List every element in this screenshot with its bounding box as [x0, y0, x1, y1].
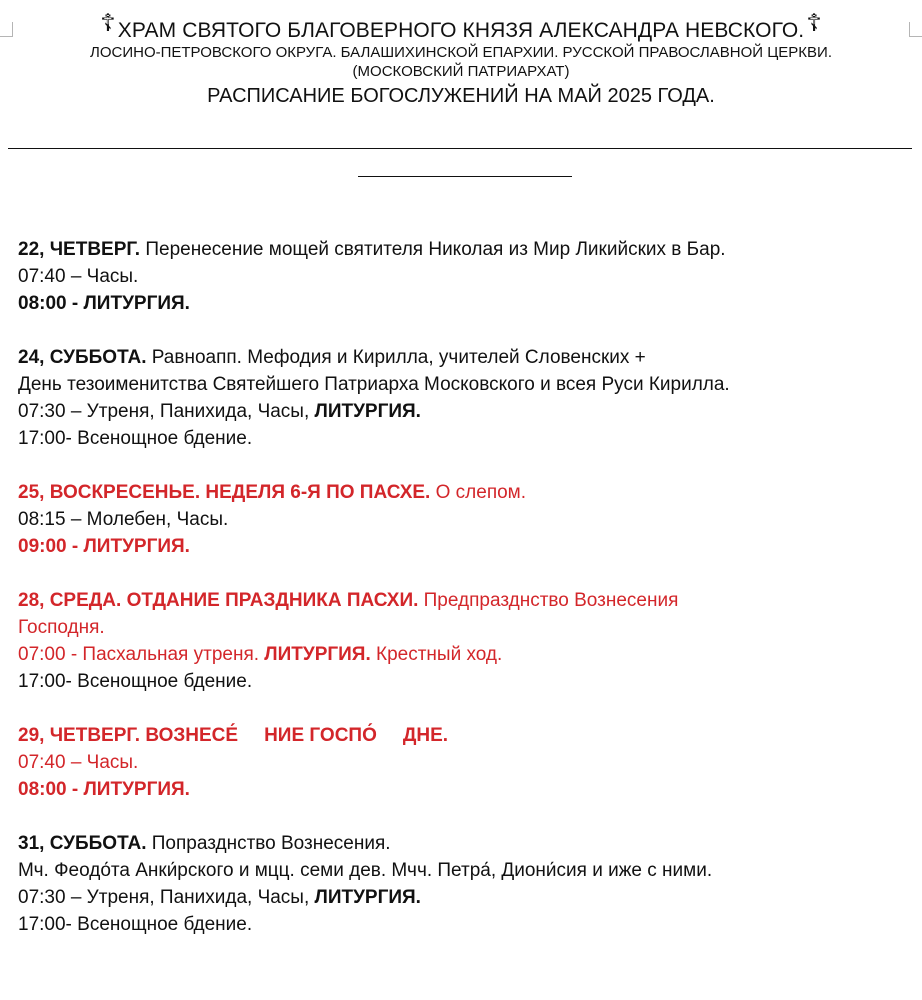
schedule-entry-31: [18, 830, 918, 938]
service-time: 07:40 – Часы.: [18, 752, 139, 773]
orthodox-cross-icon: ☦: [806, 10, 822, 37]
vigil-time: 17:00- Всенощное бдение.: [18, 914, 253, 935]
liturgy-label: ЛИТУРГИЯ.: [264, 644, 371, 665]
service-time: 08:15 – Молебен, Часы.: [18, 509, 229, 530]
header-divider-long: [8, 148, 912, 149]
schedule-title: РАСПИСАНИЕ БОГОСЛУЖЕНИЙ НА МАЙ 2025 ГОДА.: [207, 85, 715, 107]
entry-date: 31, СУББОТА.: [18, 833, 147, 854]
entry-feast: Перенесение мощей святителя Николая из Мир Ликийских в Бар.: [140, 239, 726, 260]
church-title: ХРАМ СВЯТОГО БЛАГОВЕРНОГО КНЯЗЯ АЛЕКСАНДРА НЕВСКОГО.: [117, 19, 805, 42]
entry-feast-continued: День тезоименитства Святейшего Патриарха Московского и всея Руси Кирилла.: [18, 374, 730, 395]
entry-feast: Равноапп. Мефодия и Кирилла, учителей Словенских +: [146, 347, 646, 368]
entry-heading-line: [18, 344, 918, 371]
entry-feast-part: НИЕ ГОСПО́: [264, 725, 377, 746]
entry-feast: О слепом.: [430, 482, 527, 503]
patriarchate-subtitle: (МОСКОВСКИЙ ПАТРИАРХАТ): [352, 63, 570, 80]
entry-date: 25, ВОСКРЕСЕНЬЕ. НЕДЕЛЯ 6-Я ПО ПАСХЕ.: [18, 482, 431, 503]
schedule-entry-24: [18, 344, 918, 452]
entry-date: 28, СРЕДА. ОТДАНИЕ ПРАЗДНИКА ПАСХИ.: [18, 590, 419, 611]
entry-date: 29, ЧЕТВЕРГ. ВОЗНЕСЕ́: [18, 725, 239, 746]
header-divider-short: [358, 176, 572, 177]
schedule-entry-25: [18, 479, 918, 560]
liturgy-label: ЛИТУРГИЯ.: [314, 401, 421, 422]
entry-heading-line: [18, 587, 918, 614]
entry-feast: Попразднство Вознесения.: [146, 833, 391, 854]
entry-feast-continued: Мч. Феодо́та Анки́рского и мцц. семи дев. Мчч. Петра́, Диони́сия и иже с ними.: [18, 860, 713, 881]
liturgy-time: 08:00 - ЛИТУРГИЯ.: [18, 293, 190, 314]
liturgy-label: ЛИТУРГИЯ.: [314, 887, 421, 908]
entry-feast-part: ДНЕ.: [402, 725, 449, 746]
entry-heading-line: [18, 830, 918, 857]
procession-text: Крестный ход.: [370, 644, 503, 665]
document-header: [0, 10, 922, 109]
vigil-time: 17:00- Всенощное бдение.: [18, 428, 253, 449]
service-time: 07:40 – Часы.: [18, 266, 139, 287]
entry-heading-line: [18, 722, 918, 749]
service-time-text: 07:30 – Утреня, Панихида, Часы,: [18, 401, 315, 422]
service-time-text: 07:00 - Пасхальная утреня.: [18, 644, 265, 665]
service-time: [18, 884, 918, 911]
entry-date: 24, СУББОТА.: [18, 347, 147, 368]
church-title-line: [0, 10, 922, 43]
diocese-subtitle: ЛОСИНО-ПЕТРОВСКОГО ОКРУГА. БАЛАШИХИНСКОЙ ЕПАРХИИ. РУССКОЙ ПРАВОСЛАВНОЙ ЦЕРКВИ.: [89, 44, 832, 61]
schedule-entry-28: [18, 587, 918, 695]
schedule-entry-29: [18, 722, 918, 803]
orthodox-cross-icon: ☦: [100, 10, 116, 37]
service-time: [18, 641, 918, 668]
service-schedule: [18, 236, 918, 965]
entry-date: 22, ЧЕТВЕРГ.: [18, 239, 141, 260]
entry-feast: Предпразднство Вознесения: [418, 590, 679, 611]
entry-heading-line: [18, 479, 918, 506]
vigil-time: 17:00- Всенощное бдение.: [18, 671, 253, 692]
service-time-text: 07:30 – Утреня, Панихида, Часы,: [18, 887, 315, 908]
schedule-entry-22: [18, 236, 918, 317]
liturgy-time: 08:00 - ЛИТУРГИЯ.: [18, 779, 190, 800]
liturgy-time: 09:00 - ЛИТУРГИЯ.: [18, 536, 190, 557]
service-time: [18, 398, 918, 425]
entry-heading-line: [18, 236, 918, 263]
entry-feast-continued: Господня.: [18, 617, 105, 638]
